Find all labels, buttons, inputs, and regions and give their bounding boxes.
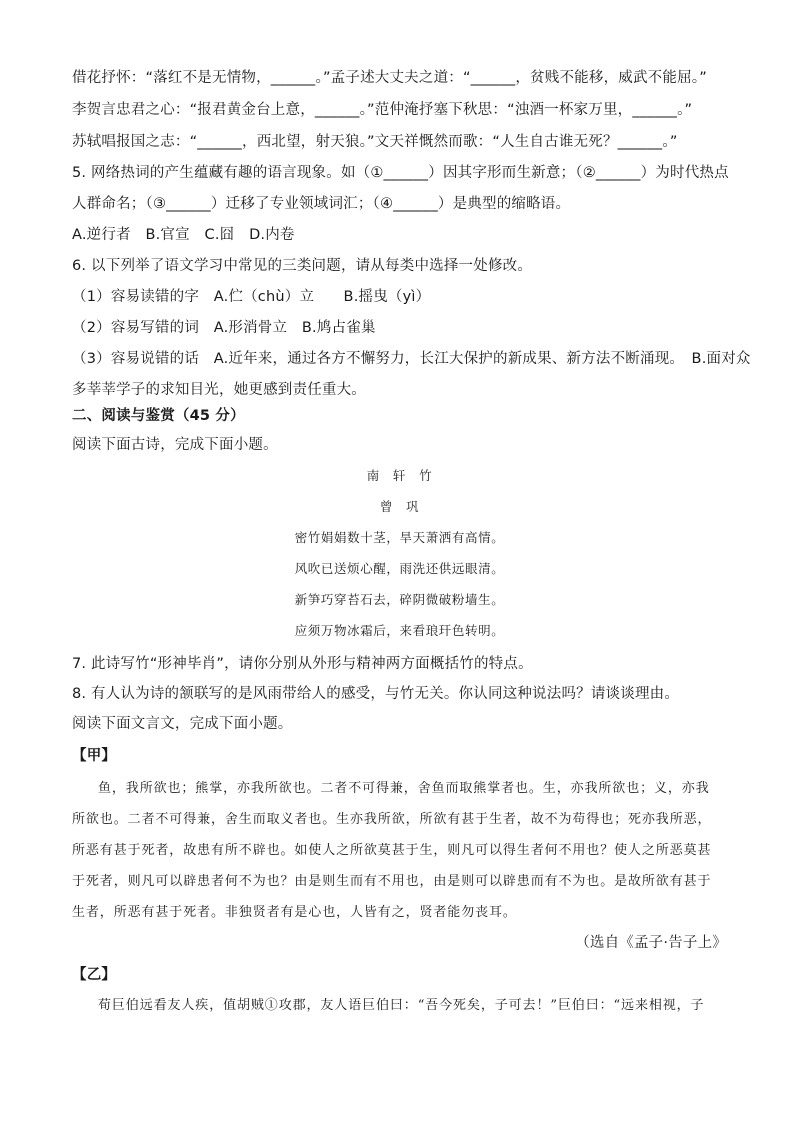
poem-line-3: 新笋巧穿苔石去，碎阴微破粉墙生。 xyxy=(294,592,505,607)
question-5-options: A.逆行者 B.官宣 C.囧 D.内卷 xyxy=(72,227,295,243)
question-6-item-1: （1）容易读错的字 A.伫（chù）立 B.摇曳（yì） xyxy=(72,289,431,305)
fill-blank-line-1: 借花抒怀：“落红不是无情物，______。”孟子述大丈夫之道：“______，贫贱不能移，威武不能屈。” xyxy=(72,70,707,86)
question-5-line-2: 人群命名；（③______）迁移了专业领域词汇；（④______）是典型的缩略语。 xyxy=(72,196,571,212)
poem-line-1: 密竹娟娟数十茎，旱天萧洒有高情。 xyxy=(294,530,505,545)
poem-title: 南 轩 竹 xyxy=(366,468,433,483)
question-8: 8. 有人认为诗的颔联写的是风雨带给人的感受，与竹无关。你认同这种说法吗？请谈谈理由。 xyxy=(72,686,680,702)
poem-instruction: 阅读下面古诗，完成下面小题。 xyxy=(72,437,278,453)
passage-jia-line-3: 所恶有甚于死者，故患有所不辟也。如使人之所欲莫甚于生，则凡可以得生者何不用也？使人之所恶莫甚 xyxy=(72,843,712,858)
question-6-stem: 6. 以下列举了语文学习中常见的三类问题，请从每类中选择一处修改。 xyxy=(72,258,533,274)
poem-line-2: 风吹已送烦心醒，雨洗还供远眼清。 xyxy=(294,561,505,576)
question-7: 7. 此诗写竹“形神毕肖”，请你分别从外形与精神两方面概括竹的特点。 xyxy=(72,656,533,672)
poem-line-4: 应须万物冰霜后，来看琅玕色转明。 xyxy=(294,623,505,638)
question-6-item-3-line-1: （3）容易说错的话 A.近年来，通过各方不懈努力，长江大保护的新成果、新方法不断涌现。 B.面对众 xyxy=(72,351,751,367)
fill-blank-line-2: 李贺言忠君之心：“报君黄金台上意，______。”范仲淹抒塞下秋思：“浊酒一杯家万里，______。” xyxy=(72,102,693,118)
passage-jia-line-2: 所欲也。二者不可得兼，舍生而取义者也。生亦我所欲，所欲有甚于生者，故不为苟得也；死亦我所恶， xyxy=(72,812,712,827)
poem-author: 曾 巩 xyxy=(379,499,420,514)
fill-blank-line-3: 苏轼唱报国之志：“______，西北望，射天狼。”文天祥慨然而歌：“人生自古谁无死？______。” xyxy=(72,134,678,150)
passage-jia-label: 【甲】 xyxy=(72,748,117,764)
passage-jia-line-1: 鱼，我所欲也；熊掌，亦我所欲也。二者不可得兼，舍鱼而取熊掌者也。生，亦我所欲也；义，亦我 xyxy=(98,781,710,796)
question-6-item-2: （2）容易写错的词 A.形消骨立 B.鸠占雀巢 xyxy=(72,320,376,336)
passage-jia-line-5: 生者，所恶有甚于死者。非独贤者有是心也，人皆有之，贤者能勿丧耳。 xyxy=(72,905,517,920)
question-6-item-3-line-2: 多莘莘学子的求知目光，她更感到责任重大。 xyxy=(72,382,366,398)
passage-jia-line-4: 于死者，则凡可以辟患者何不为也？由是则生而有不用也，由是则可以辟患而有不为也。是故所欲有甚于 xyxy=(72,874,712,889)
section-2-heading: 二、阅读与鉴赏（45 分） xyxy=(72,408,245,424)
passage-yi-line-1: 荀巨伯远看友人疾，值胡贼①攻郡，友人语巨伯曰：“吾今死矣，子可去！”巨伯曰：“远来相视，子 xyxy=(98,998,705,1013)
question-5-line-1: 5. 网络热词的产生蕴藏有趣的语言现象。如（①______）因其字形而生新意；（②______）为时代热点 xyxy=(72,165,729,181)
prose-instruction: 阅读下面文言文，完成下面小题。 xyxy=(72,716,293,732)
passage-yi-label: 【乙】 xyxy=(72,967,117,983)
passage-jia-source: （选自《孟子·告子上》 xyxy=(575,935,727,951)
